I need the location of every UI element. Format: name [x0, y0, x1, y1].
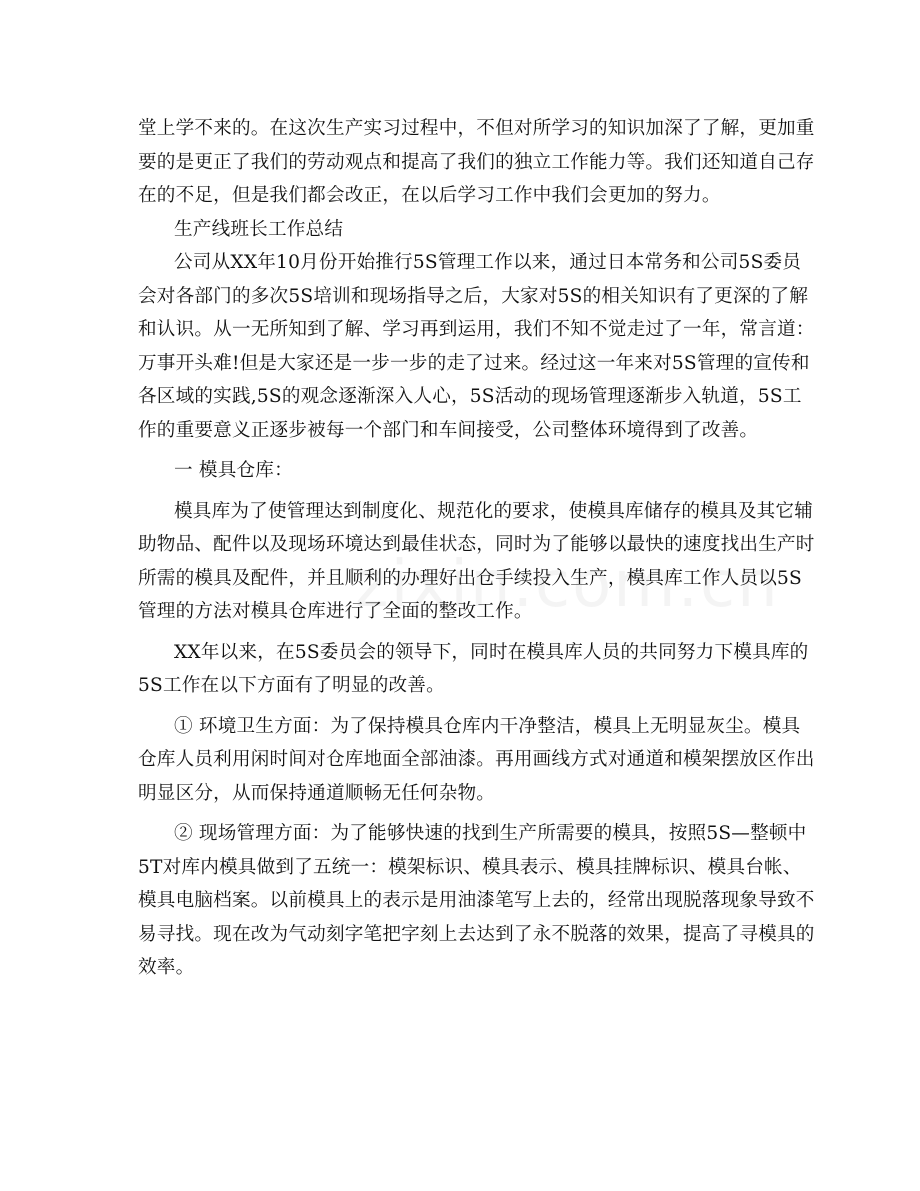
text-line: 仓库人员利用闲时间对仓库地面全部油漆。再用画线方式对通道和模架摆放区作出: [138, 749, 815, 770]
text-line: 和认识。从一无所知到了解、学习再到运用，我们不知不觉走过了一年，常言道：: [138, 319, 815, 340]
text-line: 管理的方法对模具仓库进行了全面的整改工作。: [138, 601, 533, 622]
paragraph-gap: [138, 629, 788, 636]
paragraph-gap: [138, 447, 788, 454]
text-line: 5S工作在以下方面有了明显的改善。: [138, 675, 445, 696]
text-line: 作的重要意义正逐步被每一个部门和车间接受，公司整体环境得到了改善。: [138, 419, 759, 441]
text-line: 一 模具仓库：: [174, 460, 293, 481]
text-line: 效率。: [138, 957, 195, 978]
document-body: [138, 112, 815, 985]
text-line: 5T对库内模具做到了五统一：模架标识、模具表示、模具挂牌标识、模具台帐、: [138, 856, 802, 878]
text-line: 生产线班长工作总结: [174, 218, 344, 240]
text-line: ① 环境卫生方面：为了保持模具仓库内干净整洁，模具上无明显灰尘。模具: [174, 715, 801, 737]
paragraph-gap: [138, 703, 788, 710]
text-line: 要的是更正了我们的劳动观点和提高了我们的独立工作能力等。我们还知道自己存: [138, 151, 815, 173]
text-line: 明显区分，从而保持通道顺畅无任何杂物。: [138, 782, 496, 804]
text-line: 模具电脑档案。以前模具上的表示是用油漆笔写上去的，经常出现脱落现象导致不: [138, 890, 815, 911]
text-line: 各区域的实践,5S的观念逐渐深入人心，5S活动的现场管理逐渐步入轨道，5S工: [138, 386, 802, 407]
text-line: 在的不足，但是我们都会改正，在以后学习工作中我们会更加的努力。: [138, 185, 721, 206]
text-line: 所需的模具及配件，并且顺利的办理好出仓手续投入生产，模具库工作人员以5S: [138, 567, 802, 589]
text-line: 堂上学不来的。在这次生产实习过程中，不但对所学习的知识加深了了解，更加重: [138, 118, 815, 139]
paragraph-gap: [138, 810, 788, 817]
text-line: XX年以来，在5S委员会的领导下，同时在模具库人员的共同努力下模具库的: [174, 641, 809, 663]
paragraph-gap: [138, 488, 788, 495]
text-line: 万事开头难!但是大家还是一步一步的走了过来。经过这一年来对5S管理的宣传和: [138, 352, 810, 374]
text-line: 模具库为了使管理达到制度化、规范化的要求，使模具库储存的模具及其它辅: [174, 500, 813, 522]
text-line: 公司从XX年10月份开始推行5S管理工作以来，通过日本常务和公司5S委员: [174, 252, 802, 273]
text-line: 助物品、配件以及现场环境达到最佳状态，同时为了能够以最快的速度找出生产时: [138, 534, 815, 555]
text-line: 会对各部门的多次5S培训和现场指导之后，大家对5S的相关知识有了更深的了解: [138, 285, 809, 307]
text-line: 易寻找。现在改为气动刻字笔把字刻上去达到了永不脱落的效果，提高了寻模具的: [138, 923, 815, 945]
text-line: ② 现场管理方面：为了能够快速的找到生产所需要的模具，按照5S—整顿中: [174, 823, 807, 844]
